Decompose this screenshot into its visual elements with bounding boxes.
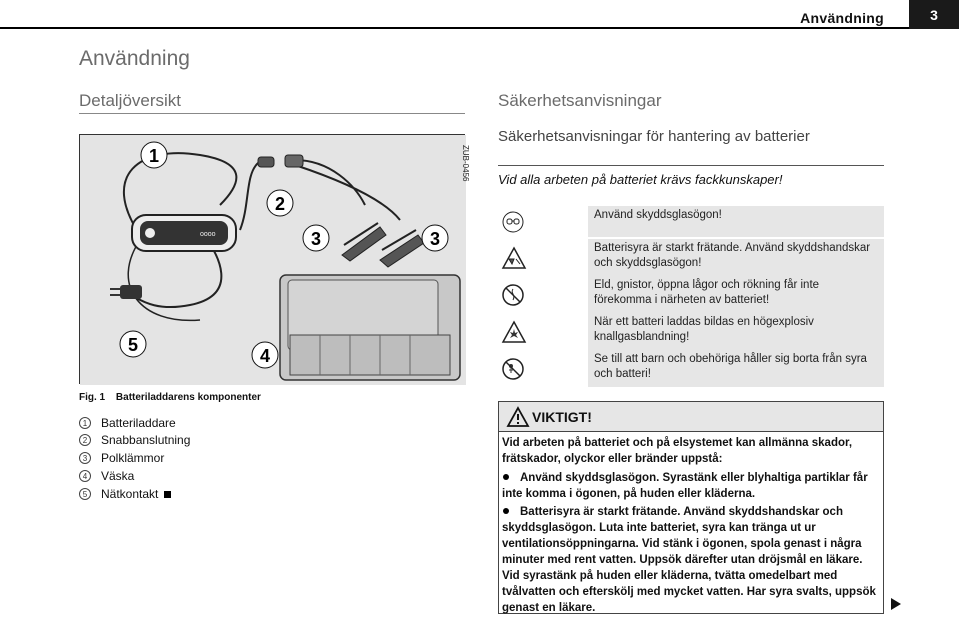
important-title: VIKTIGT!: [532, 409, 592, 425]
header-rule: [0, 27, 909, 29]
callout-1-label: 1: [148, 146, 160, 166]
callout-2-label: 2: [274, 194, 286, 214]
warning-row: [498, 239, 884, 276]
callout-5-label: 5: [127, 335, 139, 355]
explosion-icon: [498, 313, 588, 350]
legend-number: 5: [79, 488, 91, 500]
important-bullet: [502, 470, 878, 502]
goggles-icon: [498, 206, 588, 237]
warning-row: [498, 350, 884, 387]
legend-label: Batteriladdare: [101, 416, 176, 430]
charger-illustration: [80, 135, 470, 385]
charger-unit: [132, 215, 236, 251]
warning-text: Eld, gnistor, öppna lågor och rökning får inte förekomma i närheten av batteriet!: [588, 276, 884, 313]
warning-row: [498, 276, 884, 313]
figure-caption: [79, 392, 261, 403]
page-title: Användning: [79, 47, 190, 70]
legend-item: [79, 416, 176, 430]
legend-number: 1: [79, 417, 91, 429]
callout-1: [141, 142, 167, 168]
legend-label: Polklämmor: [101, 451, 165, 465]
legend-label: Snabbanslutning: [101, 433, 191, 447]
warning-text: Batterisyra är starkt frätande. Använd skyddshandskar och skyddsglasögon!: [588, 239, 884, 276]
continue-arrow-icon: [891, 598, 901, 610]
acid-icon: [498, 239, 588, 276]
warning-text: Se till att barn och obehöriga håller sig borta från syra och batteri!: [588, 350, 884, 387]
warning-triangle-icon: [507, 407, 529, 427]
warning-text: Använd skyddsglasögon!: [588, 206, 884, 237]
running-header: Användning: [800, 10, 884, 26]
left-section-title: Detaljöversikt: [79, 91, 182, 110]
figure-caption-number: Fig. 1: [79, 392, 106, 403]
important-bullet: [502, 504, 878, 616]
important-paragraph: Vid arbeten på batteriet och på elsystemet kan allmänna skador, frätskador, olyckor eller bränder uppstå:: [502, 437, 853, 465]
warning-row: [498, 206, 884, 237]
no-fire-icon: [498, 276, 588, 313]
legend-item: [79, 487, 171, 501]
warning-text: När ett batteri laddas bildas en högexplosiv knallgasblandning!: [588, 313, 884, 350]
bullet-mark: [503, 474, 509, 480]
bullet-text: Batterisyra är starkt frätande. Använd skyddshandskar och skyddsglasögon. Luta inte batteriet, syra kan tränga ut ur ventilationsöppningarna. Vid stänk i ögonen, spola genast i några minuter med rent vatten. Uppsök därefter utan dröjsmål en läkare. Vid syrastänk på huden eller kläderna, tvätta omedelbart med tvålvatten och efterskölj med mycket vatten. Har syra svalts, uppsök genast en läkare.: [502, 506, 876, 614]
safety-intro: Vid alla arbeten på batteriet krävs fackkunskaper!: [498, 172, 783, 187]
figure-code: ZUB-0456: [461, 145, 470, 182]
end-mark: [164, 491, 171, 498]
callout-3b: [422, 225, 448, 251]
bullet-text: Använd skyddsglasögon. Syrastänk eller blyhaltiga partiklar får inte komma i ögonen, på huden eller kläderna.: [502, 472, 868, 500]
bullet-mark: [503, 508, 509, 514]
legend-label: Väska: [101, 469, 135, 483]
legend-item: [79, 469, 134, 483]
callout-4: [252, 342, 278, 368]
callout-3a: [303, 225, 329, 251]
legend-number: 4: [79, 470, 91, 482]
page-number: 3: [909, 0, 959, 29]
legend-label: Nätkontakt: [101, 487, 159, 501]
svg-text:oooo: oooo: [200, 231, 216, 238]
no-children-icon: [498, 350, 588, 387]
left-section-rule: [79, 113, 465, 114]
legend-number: 3: [79, 452, 91, 464]
safety-rule: [498, 165, 884, 166]
bag: [280, 275, 460, 380]
legend-number: 2: [79, 434, 91, 446]
callout-4-label: 4: [259, 346, 271, 366]
charger-figure: [79, 134, 470, 384]
callout-5: [120, 331, 146, 357]
warning-row: [498, 313, 884, 350]
legend-item: [79, 433, 190, 447]
callout-2: [267, 190, 293, 216]
callout-3b-label: 3: [429, 229, 441, 249]
callout-3a-label: 3: [310, 229, 322, 249]
right-section-title: Säkerhetsanvisningar: [498, 91, 662, 110]
legend-item: [79, 451, 164, 465]
safety-heading: Säkerhetsanvisningar för hantering av batterier: [498, 128, 810, 145]
figure-caption-text: Batteriladdarens komponenter: [115, 392, 261, 403]
